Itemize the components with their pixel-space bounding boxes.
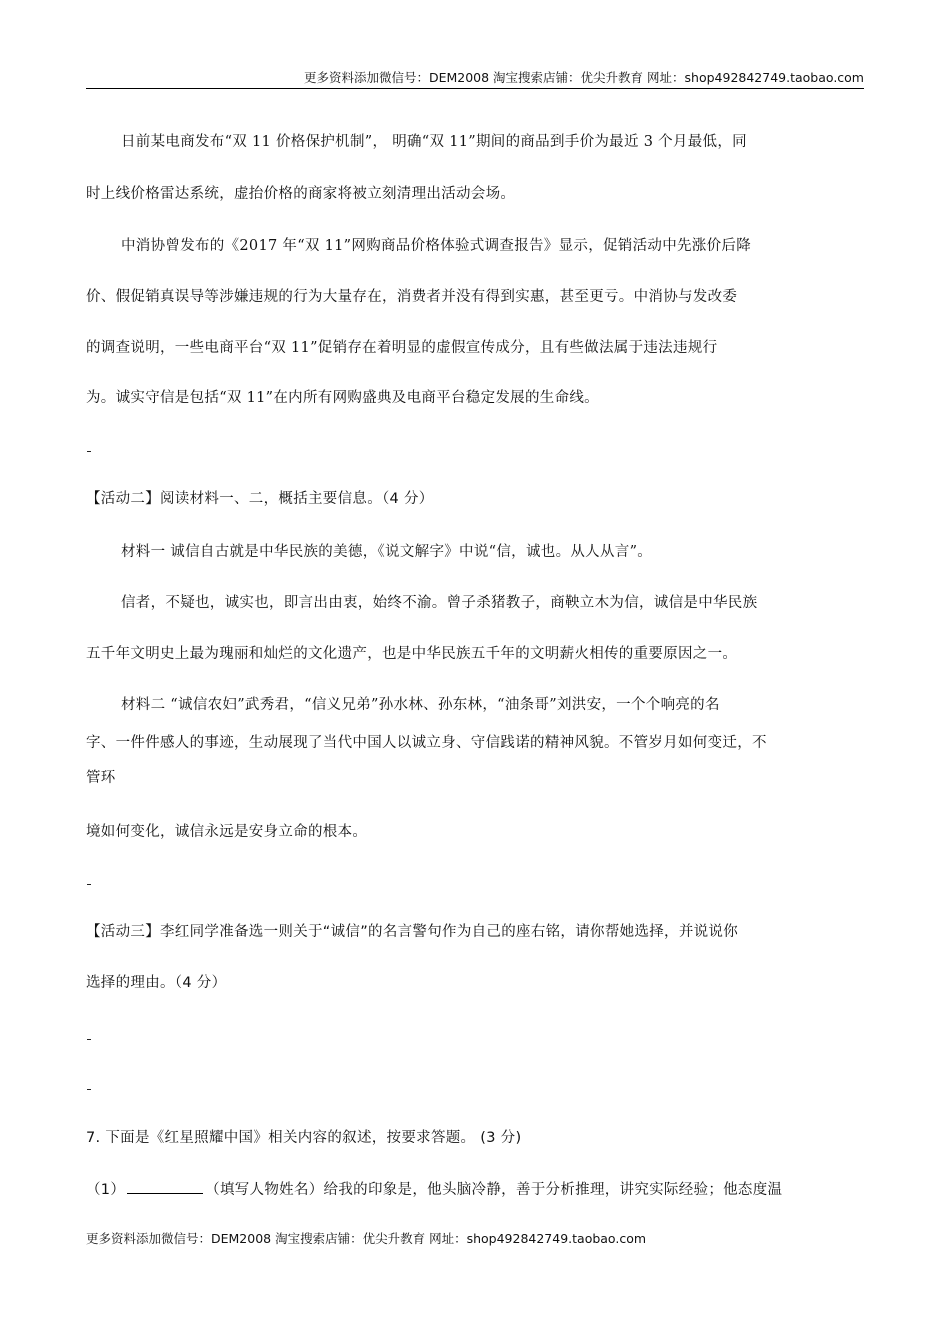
material1-line3: 五千年文明史上最为瑰丽和灿烂的文化遗产，也是中华民族五千年的文明薪火相传的重要原因之一。 [86,646,738,662]
paragraph-mark [87,884,91,885]
material2-line1: 材料二 “诚信农妇”武秀君，“信义兄弟”孙水林、孙东林，“油条哥”刘洪安，一个个响亮的名 [121,697,720,713]
material2-line2: 字、一件件感人的事迹，生动展现了当代中国人以诚立身、守信践诺的精神风貌。不管岁月如何变迁，不 [86,735,767,751]
paragraph-mark [87,1089,91,1090]
para2-line4: 为。诚实守信是包括“双 11”在内所有网购盛典及电商平台稳定发展的生命线。 [86,390,599,406]
para1-line2: 时上线价格雷达系统，虚抬价格的商家将被立刻清理出活动会场。 [86,186,516,202]
material2-line4: 境如何变化，诚信永远是安身立命的根本。 [86,824,368,840]
item1-text: （填写人物姓名）给我的印象是，他头脑冷静，善于分析推理，讲究实际经验；他态度温 [205,1182,783,1198]
activity3-line2: 选择的理由。（4 分） [86,975,227,991]
name-blank[interactable] [127,1179,203,1194]
page-header: 更多资料添加微信号：DEM2008 淘宝搜索店铺：优尖升教育 网址：shop492842749.taobao.com [303,70,864,85]
material2-line3: 管环 [86,770,116,786]
header-rule [86,88,864,89]
activity3-line1: 【活动三】李红同学准备选一则关于“诚信”的名言警句作为自己的座右铭，请你帮她选择，并说说你 [86,924,739,940]
para2-line2: 价、假促销真误导等涉嫌违规的行为大量存在，消费者并没有得到实惠，甚至更亏。中消协与发改委 [86,289,738,305]
paragraph-mark [87,451,91,452]
para2-line1: 中消协曾发布的《2017 年“双 11”网购商品价格体验式调查报告》显示，促销活动中先涨价后降 [121,238,751,254]
activity2-title: 【活动二】阅读材料一、二，概括主要信息。（4 分） [86,491,434,507]
item1-number: （1） [86,1182,126,1198]
page-footer: 更多资料添加微信号：DEM2008 淘宝搜索店铺：优尖升教育 网址：shop492842749.taobao.com [86,1231,647,1246]
para2-line3: 的调查说明，一些电商平台“双 11”促销存在着明显的虚假宣传成分，且有些做法属于违法违规行 [86,340,718,356]
para1-line1: 日前某电商发布“双 11 价格保护机制”， 明确“双 11”期间的商品到手价为最近 3 个月最低，同 [121,134,747,150]
question7-item1 [86,1178,782,1199]
material1-line1: 材料一 诚信自古就是中华民族的美德，《说文解字》中说“信，诚也。从人从言”。 [121,544,653,560]
question7-title: 7. 下面是《红星照耀中国》相关内容的叙述，按要求答题。 (3 分) [86,1130,522,1146]
paragraph-mark [87,1039,91,1040]
material1-line2: 信者，不疑也，诚实也，即言出由衷，始终不渝。曾子杀猪教子，商鞅立木为信，诚信是中华民族 [121,595,758,611]
